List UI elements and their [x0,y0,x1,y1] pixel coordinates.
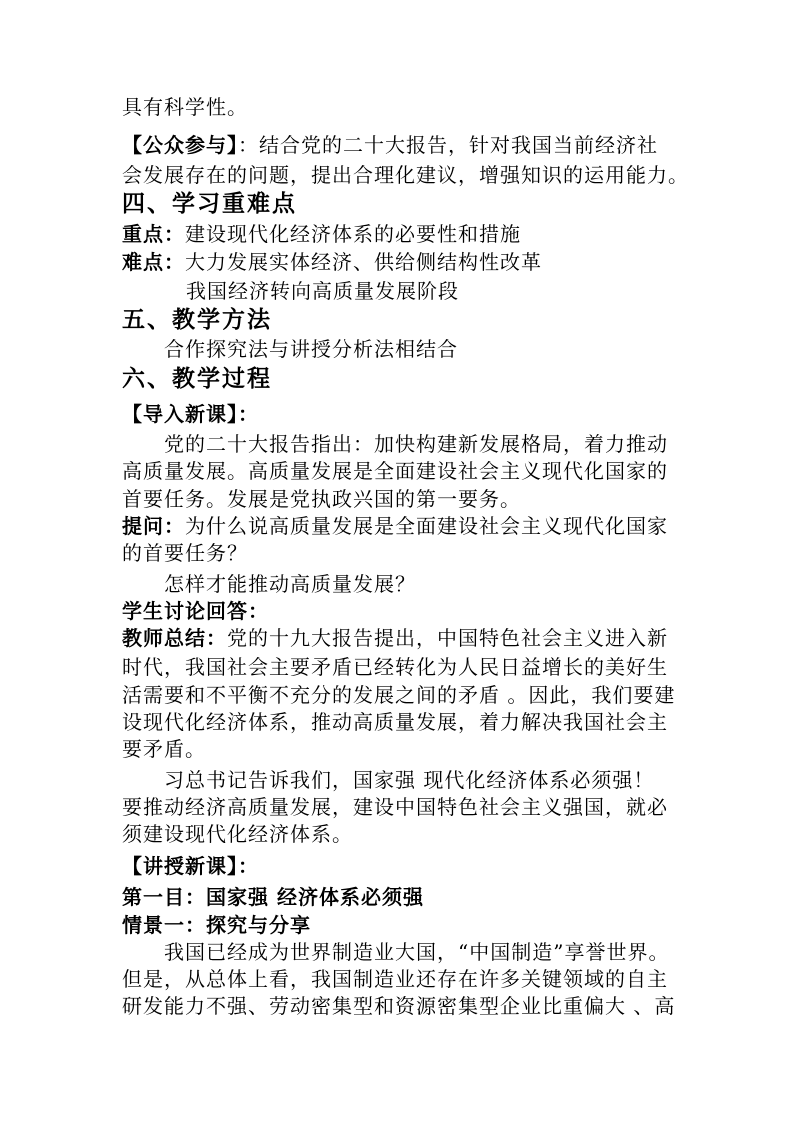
text-line [122,623,668,653]
subsection-label: 情景一：探究与分享 [122,913,311,937]
subsection-label: 【导入新课】： [122,402,259,426]
text-line: 时代，我国社会主要矛盾已经转化为人民日益增长的美好生 [122,655,668,679]
subsection-label: 第一目：国家强 经济体系必须强 [122,885,424,909]
text-line: 但是，从总体上看，我国制造业还存在许多关键领域的自主 [122,967,668,991]
line-text: 党的十九大报告提出，中国特色社会主义进入新 [227,626,668,650]
bold-label: 难点： [122,250,185,274]
text-line: 怎样才能推动高质量发展？ [164,572,416,596]
text-line [122,219,521,249]
line-text: 大力发展实体经济、供给侧结构性改革 [185,250,542,274]
bold-label: 重点： [122,222,185,246]
text-line: 党的二十大报告指出：加快构建新发展格局，着力推动 [164,432,668,456]
text-line: 设现代化经济体系，推动高质量发展，着力解决我国社会主 [122,710,668,734]
line-text: 建设现代化经济体系的必要性和措施 [185,222,521,246]
bold-label: 提问： [122,514,185,538]
subsection-label: 【讲授新课】： [122,854,259,878]
text-line: 的首要任务？ [122,541,248,565]
bold-label: 【公众参与】 [122,133,238,157]
section-heading: 五、教学方法 [122,306,272,333]
text-line: 我国经济转向高质量发展阶段 [186,279,459,303]
text-line: 要矛盾。 [122,737,206,761]
line-text: 为什么说高质量发展是全面建设社会主义现代化国家 [185,514,668,538]
line-text: ：结合党的二十大报告，针对我国当前经济社 [238,133,658,157]
section-heading: 六、教学过程 [122,365,272,392]
text-line [122,247,542,277]
text-line: 首要任务。发展是党执政兴国的第一要务。 [122,487,521,511]
text-line: 要推动经济高质量发展，建设中国特色社会主义强国，就必 [122,795,668,819]
text-line: 活需要和不平衡不充分的发展之间的矛盾 。因此，我们要建 [122,683,676,707]
text-line: 高质量发展。高质量发展是全面建设社会主义现代化国家的 [122,459,668,483]
text-line: 会发展存在的问题，提出合理化建议，增强知识的运用能力。 [122,163,689,187]
text-line: 习总书记告诉我们，国家强 现代化经济体系必须强！ [164,768,655,792]
text-line [122,130,658,160]
text-line: 我国已经成为世界制造业大国，“中国制造”享誉世界。 [164,940,670,964]
text-line: 合作探究法与讲授分析法相结合 [164,337,458,361]
text-line: 须建设现代化经济体系。 [122,822,353,846]
bold-label: 教师总结： [122,626,227,650]
text-line: 研发能力不强、劳动密集型和资源密集型企业比重偏大 、高 [122,994,676,1018]
text-line [122,511,668,541]
text-line: 具有科学性。 [122,95,248,119]
subsection-label: 学生讨论回答： [122,599,269,623]
section-heading: 四、学习重难点 [122,190,297,217]
